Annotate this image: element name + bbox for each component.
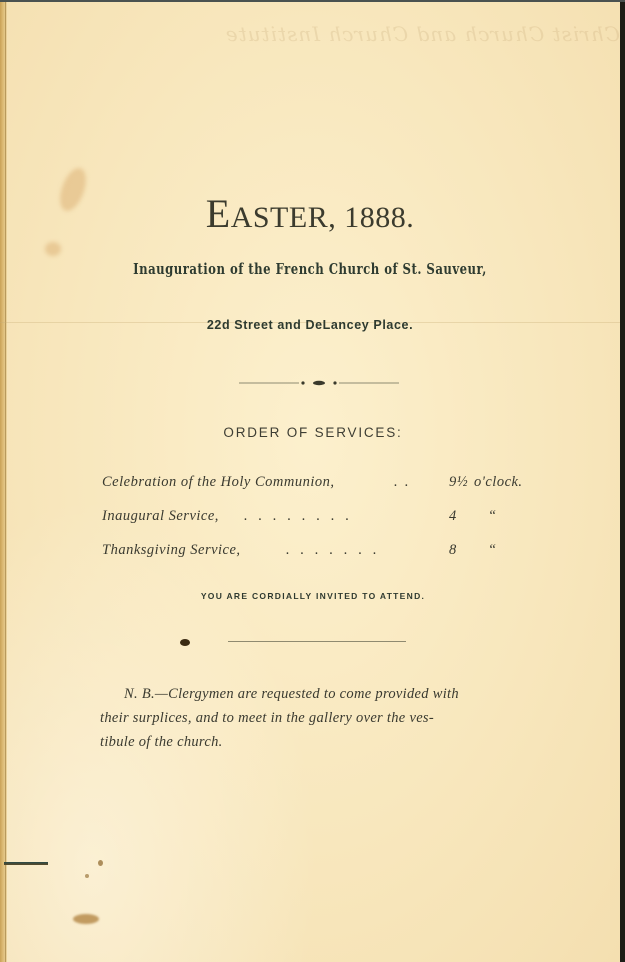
service-time: 9½	[449, 474, 469, 490]
leader-dots: . . . . . . . .	[244, 508, 350, 524]
service-name: Celebration of the Holy Communion,	[102, 474, 335, 490]
ink-speck	[85, 874, 89, 878]
note-line: their surplices, and to meet in the gallery over the ves-	[100, 710, 435, 726]
bleed-through-text: Christ Church and Church Institute	[224, 22, 620, 46]
spine-crease	[5, 2, 6, 962]
title-initial: E	[205, 191, 231, 236]
ink-blot	[180, 639, 190, 646]
service-row	[102, 506, 542, 540]
binding-slit	[4, 862, 48, 865]
invitation-line: YOU ARE CORDIALLY INVITED TO ATTEND.	[200, 591, 426, 601]
note-line: tibule of the church.	[100, 734, 223, 750]
service-row	[102, 540, 542, 574]
divider-ornament-icon	[239, 380, 399, 386]
service-time-unit: o'clock.	[474, 474, 523, 490]
section-heading: ORDER OF SERVICES:	[223, 425, 403, 440]
address-line: 22d Street and DeLancey Place.	[206, 318, 414, 332]
service-time: 4	[449, 508, 457, 524]
subtitle-gothic: Inauguration of the French Church of St. Sauveur,	[133, 260, 487, 278]
scan-border	[0, 0, 625, 2]
service-name: Thanksgiving Service,	[102, 542, 241, 558]
title-rest: ASTER, 1888.	[230, 201, 415, 234]
note-line: N. B.—Clergymen are requested to come provided with	[124, 686, 459, 702]
horizontal-rule	[228, 641, 406, 642]
service-row	[102, 472, 542, 506]
ink-speck	[98, 860, 103, 866]
leader-dots: . .	[394, 474, 409, 490]
ditto-mark: “	[488, 508, 497, 524]
water-stain	[45, 242, 61, 256]
leader-dots: . . . . . . .	[286, 542, 377, 558]
service-time: 8	[449, 542, 457, 558]
service-name: Inaugural Service,	[102, 508, 219, 524]
ink-blot	[73, 914, 99, 924]
scan-border	[620, 0, 625, 962]
document-page	[0, 2, 620, 962]
nota-bene-note	[100, 682, 540, 754]
ditto-mark: “	[488, 542, 497, 558]
page-title	[0, 191, 620, 238]
services-list	[102, 472, 542, 574]
